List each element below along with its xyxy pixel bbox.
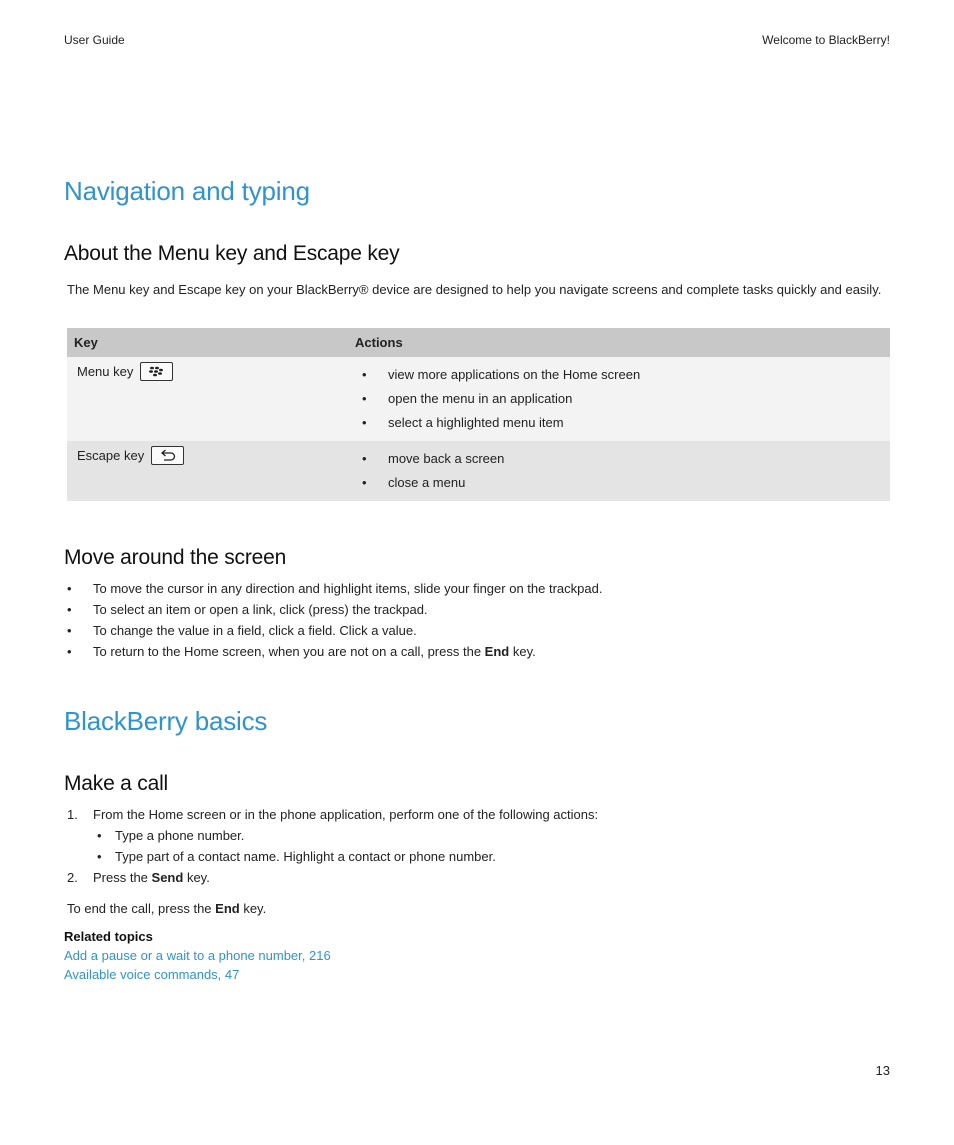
list-item: • To change the value in a field, click a field. Click a value. (64, 620, 602, 641)
list-item (64, 641, 602, 662)
table-header-key: Key (67, 328, 348, 357)
section-title-navigation: Navigation and typing (64, 176, 310, 206)
step-text: From the Home screen or in the phone application, perform one of the following actions: (93, 807, 599, 822)
table-cell-key (67, 357, 348, 441)
list-item: • open the menu in an application (358, 387, 880, 411)
running-header-right: Welcome to BlackBerry! (762, 33, 890, 47)
table-header-row (67, 328, 890, 357)
step-text: key. (183, 870, 210, 885)
end-call-note (67, 901, 266, 916)
table-cell-actions (348, 441, 890, 501)
list-item: • select a highlighted menu item (358, 411, 880, 435)
escape-key-actions-list (358, 447, 880, 495)
list-item-text: key. (509, 644, 536, 659)
end-key-name: End (215, 901, 240, 916)
table-cell-key (67, 441, 348, 501)
note-text: key. (239, 901, 267, 916)
table-row-escape-key (67, 441, 890, 501)
related-link-pause-wait[interactable]: Add a pause or a wait to a phone number, 216 (64, 948, 331, 963)
list-item: • Type part of a contact name. Highlight a contact or phone number. (93, 846, 598, 867)
escape-key-icon (151, 446, 184, 465)
list-item: • To move the cursor in any direction and highlight items, slide your finger on the trackpad. (64, 578, 602, 599)
end-key-name: End (484, 644, 510, 659)
list-item-text: To return to the Home screen, when you are not on a call, press the (93, 644, 485, 659)
list-item: • close a menu (358, 471, 880, 495)
escape-key-label: Escape key (77, 447, 145, 463)
key-actions-table (67, 328, 890, 501)
list-item: • move back a screen (358, 447, 880, 471)
subsection-title-make-a-call: Make a call (64, 772, 169, 795)
table-row-menu-key (67, 357, 890, 441)
list-item: • Type a phone number. (93, 825, 598, 846)
step-text: Press the (93, 870, 152, 885)
step-item (64, 804, 598, 867)
related-link-voice-commands[interactable]: Available voice commands, 47 (64, 967, 240, 982)
make-call-steps (64, 804, 598, 888)
send-key-name: Send (151, 870, 184, 885)
list-item: • view more applications on the Home screen (358, 363, 880, 387)
menu-key-icon (140, 362, 173, 381)
section-title-blackberry-basics: BlackBerry basics (64, 706, 268, 736)
related-topics-heading: Related topics (64, 929, 153, 944)
menu-key-label: Menu key (77, 363, 134, 379)
step-item (64, 867, 598, 888)
table-header-actions: Actions (348, 328, 890, 357)
menu-key-actions-list (358, 363, 880, 435)
list-item: • To select an item or open a link, click (press) the trackpad. (64, 599, 602, 620)
subsection-title-menu-escape: About the Menu key and Escape key (64, 242, 400, 265)
step-options-list (93, 825, 598, 867)
move-around-list (64, 578, 602, 662)
page-number: 13 (875, 1063, 890, 1078)
note-text: To end the call, press the (67, 901, 216, 916)
table-cell-actions (348, 357, 890, 441)
step-number: 2. (67, 870, 78, 885)
subsection-title-move-around: Move around the screen (64, 546, 287, 569)
intro-paragraph: The Menu key and Escape key on your BlackBerry® device are designed to help you navigate screens and complete tasks quickly and easily. (67, 282, 882, 297)
step-number: 1. (67, 807, 78, 822)
running-header-left: User Guide (64, 33, 125, 47)
